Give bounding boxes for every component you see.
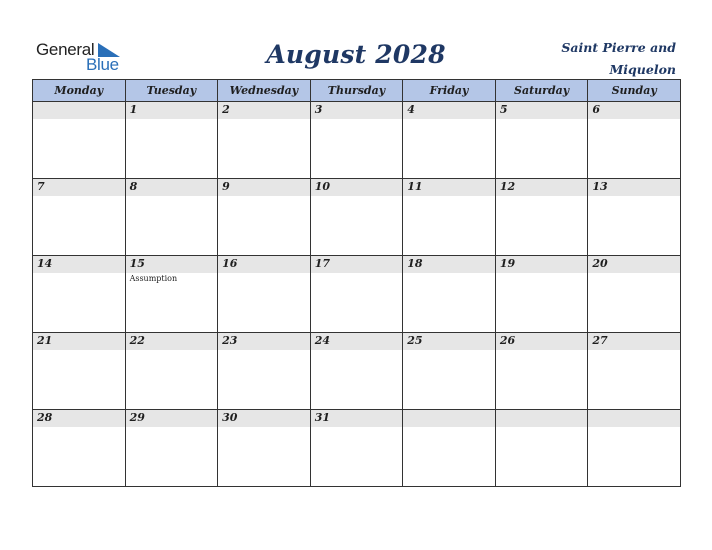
day-number: 31: [314, 411, 330, 424]
day-number: 10: [314, 180, 330, 193]
day-number-bar: [126, 333, 218, 350]
day-number-bar: [33, 410, 125, 427]
day-cell: [403, 179, 496, 256]
day-cell: [495, 179, 588, 256]
day-number-bar: [311, 410, 403, 427]
day-number: 12: [499, 180, 516, 193]
day-number-bar: [588, 102, 680, 119]
weekday-header-row: [33, 80, 681, 102]
day-cell: [588, 333, 681, 410]
day-number: 24: [314, 334, 330, 347]
day-number: 18: [407, 257, 423, 270]
calendar-title: August 2028: [266, 40, 446, 69]
week-row: [33, 333, 681, 410]
day-number-bar: [126, 256, 218, 273]
day-cell: [125, 410, 218, 487]
day-number-bar: [496, 102, 588, 119]
weekday-wednesday: Wednesday: [218, 80, 311, 102]
week-row: [33, 410, 681, 487]
day-number-bar: [311, 333, 403, 350]
weekday-sunday: Sunday: [588, 80, 681, 102]
day-cell: [310, 102, 403, 179]
day-cell: [33, 256, 126, 333]
day-number-bar: [33, 179, 125, 196]
weekday-tuesday: Tuesday: [125, 80, 218, 102]
day-number-bar: [403, 179, 495, 196]
day-cell: [403, 256, 496, 333]
day-number-bar: [218, 410, 310, 427]
day-number: 27: [592, 334, 608, 347]
day-number-bar: [588, 256, 680, 273]
day-number: 5: [499, 103, 508, 116]
day-cell: [403, 102, 496, 179]
day-cell: [310, 179, 403, 256]
region-line-2: Miquelon: [609, 62, 676, 77]
day-number-bar: [496, 256, 588, 273]
day-number-bar: [218, 179, 310, 196]
day-number: 28: [37, 411, 53, 424]
day-number-bar: [218, 102, 310, 119]
day-cell: [495, 102, 588, 179]
logo-word-general: General: [36, 40, 95, 59]
calendar-body: [33, 102, 681, 487]
day-number-bar: [588, 179, 680, 196]
day-number-bar: [403, 333, 495, 350]
day-number: 29: [129, 411, 145, 424]
day-number-bar: [403, 102, 495, 119]
day-cell: [33, 102, 126, 179]
weekday-monday: Monday: [33, 80, 126, 102]
day-cell: [310, 410, 403, 487]
day-cell: [403, 410, 496, 487]
day-cell: [218, 102, 311, 179]
day-cell: [588, 410, 681, 487]
day-number-bar: [218, 333, 310, 350]
day-number: 16: [222, 257, 238, 270]
day-number-bar: [33, 333, 125, 350]
day-number: 2: [222, 103, 230, 116]
logo-word-blue: Blue: [86, 55, 119, 74]
day-cell: [33, 410, 126, 487]
region-name: [526, 37, 676, 81]
day-cell: [310, 256, 403, 333]
day-number-bar: [311, 102, 403, 119]
day-number: 20: [592, 257, 608, 270]
day-cell: [125, 102, 218, 179]
day-number-bar: [311, 179, 403, 196]
day-cell: [218, 179, 311, 256]
day-cell: [495, 256, 588, 333]
day-number-bar: [496, 179, 588, 196]
day-number: 14: [37, 257, 53, 270]
day-number: 17: [314, 257, 330, 270]
day-number-bar: [311, 256, 403, 273]
day-number-bar: [126, 102, 218, 119]
day-number: 13: [592, 180, 608, 193]
day-number-bar: [126, 179, 218, 196]
day-number: 7: [37, 180, 45, 193]
day-number: 30: [222, 411, 238, 424]
brand-logo: [36, 40, 136, 74]
day-number: 26: [499, 334, 516, 347]
calendar-grid: [32, 79, 681, 487]
day-number-bar: [496, 333, 588, 350]
day-number-bar: [33, 102, 125, 119]
day-cell: [125, 256, 218, 333]
day-number: 22: [129, 334, 145, 347]
day-cell: [495, 333, 588, 410]
day-number: 8: [129, 180, 138, 193]
day-cell: [588, 102, 681, 179]
day-number-bar: [403, 256, 495, 273]
day-number: 25: [407, 334, 423, 347]
week-row: [33, 102, 681, 179]
day-cell: [33, 179, 126, 256]
day-cell: [218, 256, 311, 333]
weekday-thursday: Thursday: [310, 80, 403, 102]
day-number-bar: [33, 256, 125, 273]
day-cell: [495, 410, 588, 487]
day-cell: [218, 410, 311, 487]
week-row: [33, 256, 681, 333]
weekday-friday: Friday: [403, 80, 496, 102]
day-number-bar: [403, 410, 495, 427]
day-cell: [218, 333, 311, 410]
day-number: 3: [314, 103, 323, 116]
region-line-1: Saint Pierre and: [561, 40, 676, 55]
day-cell: [310, 333, 403, 410]
day-number-bar: [588, 410, 680, 427]
week-row: [33, 179, 681, 256]
day-cell: [125, 333, 218, 410]
day-number-bar: [218, 256, 310, 273]
day-number-bar: [126, 410, 218, 427]
day-number-bar: [588, 333, 680, 350]
day-number: 6: [592, 103, 601, 116]
day-cell: [588, 179, 681, 256]
day-number: 15: [129, 257, 145, 270]
holiday-label: Assumption: [129, 274, 178, 283]
weekday-saturday: Saturday: [495, 80, 588, 102]
day-cell: [33, 333, 126, 410]
day-number: 21: [37, 334, 53, 347]
day-number: 23: [222, 334, 238, 347]
day-number: 11: [407, 180, 423, 193]
day-number: 4: [407, 103, 415, 116]
day-number: 1: [129, 103, 138, 116]
day-cell: [403, 333, 496, 410]
day-cell: [125, 179, 218, 256]
day-number: 9: [222, 180, 230, 193]
day-cell: [588, 256, 681, 333]
day-number: 19: [499, 257, 516, 270]
day-number-bar: [496, 410, 588, 427]
